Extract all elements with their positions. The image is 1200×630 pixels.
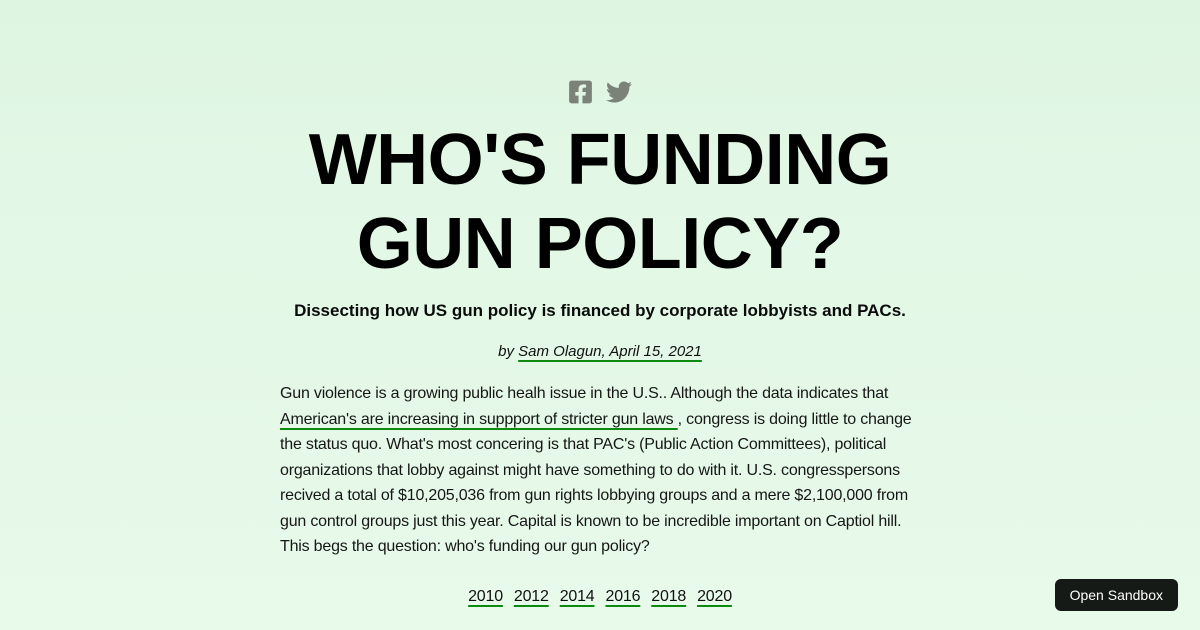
twitter-share-button[interactable] (606, 79, 632, 105)
year-link-2018[interactable]: 2018 (651, 588, 687, 606)
intro-paragraph (280, 381, 920, 559)
intro-text-before-link: Gun violence is a growing public healh issue in the U.S.. Although the data indicates that (280, 385, 889, 403)
year-navigation (468, 588, 732, 606)
byline-prefix: by (498, 343, 519, 361)
page-title-line-2: GUN POLICY? (356, 203, 844, 284)
twitter-icon (606, 79, 632, 105)
social-share-row (569, 79, 632, 105)
facebook-icon (569, 79, 592, 105)
intro-text-after-link: , congress is doing little to change the status quo. What's most concering is that PAC's (Public Action Committees), political organizations that lobby against might have something to do with it. U.S. congresspersons recived a total of $10,205,036 from gun rights lobbying groups and a mere $2,100,000 from gun control groups just this year. Capital is known to be incredible important on Captiol hill. This begs the question: who's funding our gun policy? (280, 410, 912, 555)
page-title (309, 119, 892, 286)
byline (498, 343, 702, 360)
facebook-share-button[interactable] (569, 79, 592, 105)
year-link-2020[interactable]: 2020 (697, 588, 732, 606)
gun-laws-support-link[interactable]: American's are increasing in suppport of stricter gun laws (280, 410, 678, 428)
year-link-2010[interactable]: 2010 (468, 588, 503, 606)
author-date-link[interactable]: Sam Olagun, April 15, 2021 (518, 343, 702, 361)
page-title-line-1: WHO'S FUNDING (308, 120, 892, 200)
year-link-2014[interactable]: 2014 (559, 588, 595, 606)
open-sandbox-button[interactable]: Open Sandbox (1055, 579, 1178, 611)
page-subtitle: Dissecting how US gun policy is financed by corporate lobbyists and PACs. (294, 301, 906, 321)
year-link-2012[interactable]: 2012 (513, 588, 549, 606)
year-link-2016[interactable]: 2016 (605, 588, 641, 606)
